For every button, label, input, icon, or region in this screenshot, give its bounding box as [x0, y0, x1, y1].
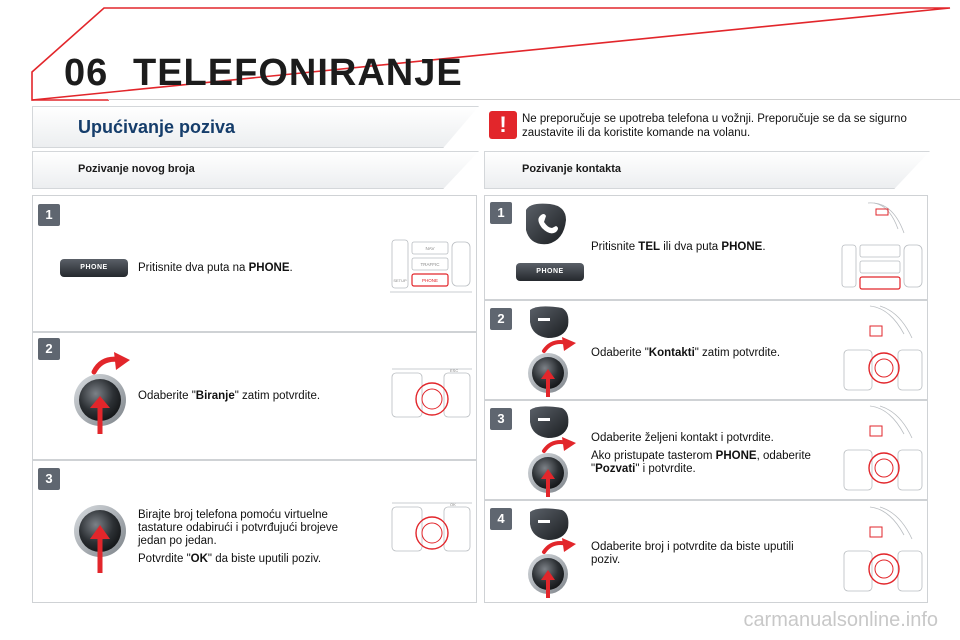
section-title: Upućivanje poziva: [78, 117, 236, 137]
rotary-knob-icon: [66, 350, 136, 440]
traffic-label: TRAFFIC: [420, 262, 440, 267]
rotary-knob-icon: [522, 536, 582, 600]
right-step-4-number: 4: [490, 508, 512, 530]
right-step-3-text: Odaberite željeni kontakt i potvrdite. Ako pristupate tasterom PHONE, odaberite "Pozvati" i potvrdite.: [591, 432, 811, 475]
console-dial-panel: [390, 497, 474, 561]
chapter-number: 06: [64, 52, 109, 94]
right-step-1-number: 1: [490, 202, 512, 224]
left-step-2-number: 2: [38, 338, 60, 360]
right-step-2-text: Odaberite "Kontakti" zatim potvrdite.: [591, 347, 781, 359]
right-step-4-text: Odaberite broj i potvrdite da biste uputili poziv.: [591, 541, 794, 566]
steering-and-dial-panel: [840, 304, 926, 396]
chapter-title: TELEFONIRANJE: [133, 52, 463, 94]
left-step-2-text: Odaberite "Biranje" zatim potvrdite.: [138, 390, 321, 402]
console-dial-panel: [390, 363, 474, 427]
steering-and-dial-panel: [840, 505, 926, 597]
ok-label: OK: [450, 502, 456, 507]
watermark: carmanualsonline.info: [743, 609, 938, 631]
steering-and-console-panel: [838, 199, 926, 297]
right-step-1-text: Pritisnite TEL ili dva puta PHONE.: [591, 241, 766, 253]
left-step-1-number: 1: [38, 204, 60, 226]
rotary-knob-icon: [522, 435, 582, 499]
nav-label: NAV: [425, 246, 435, 251]
phone-button: PHONE: [60, 259, 128, 277]
left-subtitle: Pozivanje novog broja: [78, 163, 195, 175]
right-step-2-number: 2: [490, 308, 512, 330]
left-step-1-text: Pritisnite dva puta na PHONE.: [138, 262, 293, 274]
rotary-knob-icon: [522, 335, 582, 399]
header-rule: [108, 99, 960, 100]
right-step-3-number: 3: [490, 408, 512, 430]
left-step-3-text: Birajte broj telefona pomoću virtuelne tastature odabirući i potvrđujući brojeve jedan po jedan. Potvrdite "OK" da biste uputili poziv.: [138, 509, 339, 565]
esc-label: ESC: [450, 368, 459, 373]
steering-and-dial-panel: [840, 404, 926, 496]
warning-icon: !: [489, 111, 517, 139]
rotary-knob-icon: [66, 495, 136, 585]
console-phone-panel: [388, 234, 474, 296]
phone-label: PHONE: [421, 278, 439, 283]
right-subtitle: Pozivanje kontakta: [522, 163, 622, 175]
warning-text: Ne preporučuje se upotreba telefona u vožnji. Preporučuje se da se sigurno zaustavite ili da koristite komande na volanu.: [522, 113, 907, 139]
phone-button: PHONE: [516, 263, 584, 281]
setup-label: SETUP: [393, 278, 407, 283]
left-step-3-number: 3: [38, 468, 60, 490]
steering-tel-button-icon: [520, 200, 570, 248]
